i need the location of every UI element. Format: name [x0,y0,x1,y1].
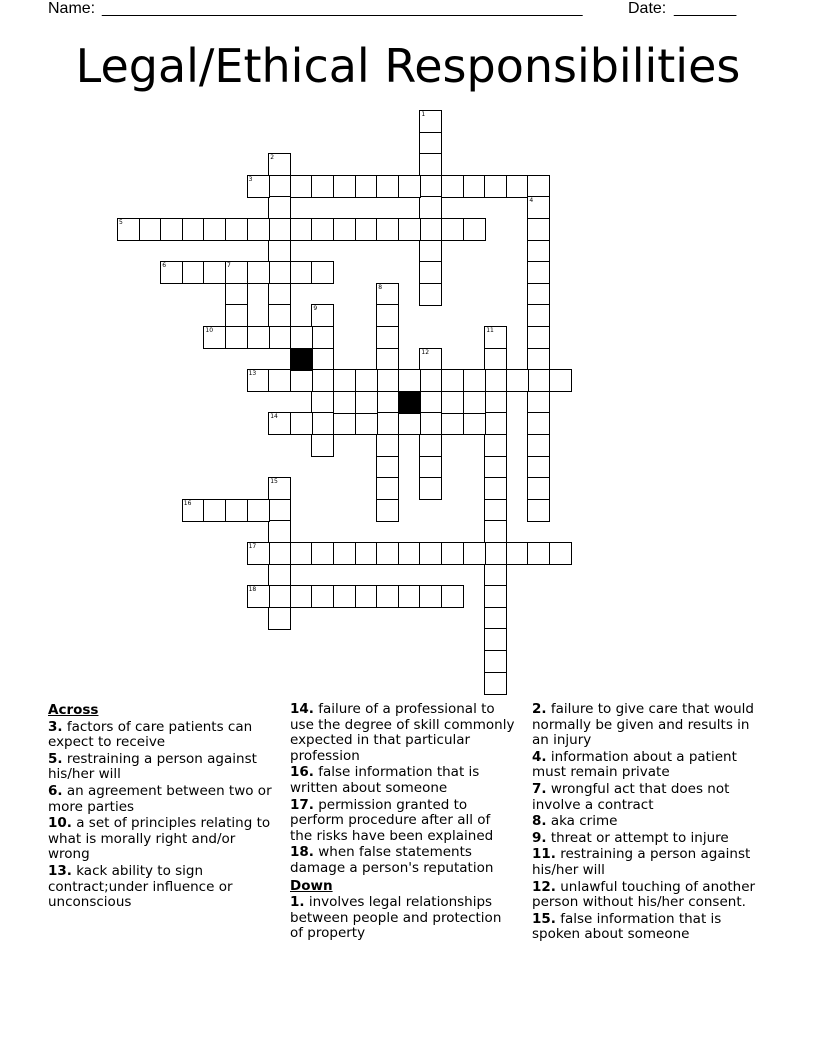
grid-cell[interactable] [527,326,550,349]
grid-cell[interactable] [182,499,205,522]
clue-item [532,782,758,813]
grid-cell[interactable] [376,542,399,565]
date-label: Date: [628,0,667,17]
clue-number: 9 [313,305,318,313]
name-field[interactable]: ______________________________________________________ [102,0,583,17]
grid-cell[interactable] [419,218,442,241]
grid-cell[interactable] [376,585,399,608]
grid-cell[interactable] [441,218,464,241]
grid-cell[interactable] [268,607,291,630]
clue-item-number: 16. [290,764,314,781]
grid-cell[interactable] [527,196,550,219]
grid-cell[interactable] [441,175,464,198]
black-cell [398,391,421,414]
clue-item-text: factors of care patients can expect to receive [48,718,253,751]
grid-cell[interactable] [484,412,507,435]
clue-item [48,752,274,783]
grid-cell[interactable] [463,542,486,565]
grid-cell[interactable] [527,477,550,500]
grid-cell[interactable] [290,175,313,198]
clue-item [48,816,274,863]
grid-cell[interactable] [355,542,378,565]
grid-cell[interactable] [203,218,226,241]
grid-cell[interactable] [419,369,442,392]
grid-cell[interactable] [290,261,313,284]
clue-item [532,847,758,878]
clue-item [290,895,516,942]
clue-item-number: 12. [532,878,556,895]
clue-item [48,864,274,911]
grid-cell[interactable] [376,477,399,500]
black-cell [290,348,313,371]
grid-cell[interactable] [376,369,399,392]
grid-cell[interactable] [225,283,248,306]
grid-cell[interactable] [419,542,442,565]
clue-item [532,750,758,781]
clue-column-3 [532,701,758,943]
clue-item-number: 10. [48,815,72,832]
grid-cell[interactable] [419,477,442,500]
grid-cell[interactable] [247,218,270,241]
clue-item [290,765,516,796]
clue-item-number: 7. [532,780,547,797]
grid-cell[interactable] [419,153,442,176]
clue-number: 4 [529,197,534,205]
grid-cell[interactable] [247,261,270,284]
grid-cell[interactable] [527,175,550,198]
grid-cell[interactable] [527,499,550,522]
grid-cell[interactable] [268,240,291,263]
grid-cell[interactable] [419,240,442,263]
grid-cell[interactable] [160,218,183,241]
grid-cell[interactable] [527,240,550,263]
grid-cell[interactable] [268,564,291,587]
grid-cell[interactable] [290,326,313,349]
grid-cell[interactable] [376,348,399,371]
clue-number: 8 [378,283,383,291]
grid-cell[interactable] [247,326,270,349]
clue-item [290,798,516,845]
grid-cell[interactable] [419,261,442,284]
date-field[interactable]: _______ [674,0,737,17]
grid-cell[interactable] [311,218,334,241]
grid-cell[interactable] [527,542,550,565]
grid-cell[interactable] [398,585,421,608]
clue-item-text: unlawful touching of another person without his/her consent. [532,878,756,911]
clue-item [532,814,758,830]
grid-cell[interactable] [484,391,507,414]
grid-cell[interactable] [333,369,356,392]
clue-number: 5 [119,219,123,226]
grid-cell[interactable] [182,218,205,241]
grid-cell[interactable] [527,412,550,435]
grid-cell[interactable] [527,391,550,414]
grid-cell[interactable] [182,261,205,284]
grid-cell[interactable] [290,585,313,608]
grid-cell[interactable] [527,434,550,457]
grid-cell[interactable] [484,348,507,371]
clue-number: 14 [270,413,278,421]
grid-cell[interactable] [333,218,356,241]
grid-cell[interactable] [225,326,248,349]
grid-cell[interactable] [268,520,291,543]
clue-number: 12 [421,348,430,356]
grid-cell[interactable] [398,369,421,392]
grid-cell[interactable] [441,391,464,414]
grid-cell[interactable] [441,585,464,608]
grid-cell[interactable] [484,520,507,543]
grid-cell[interactable] [290,542,313,565]
clue-item-number: 2. [532,701,547,717]
clue-column-1 [48,701,274,911]
grid-cell[interactable] [419,175,442,198]
grid-cell[interactable] [419,196,442,219]
clue-item-text: failure to give care that would normally be given and results in an injury [532,701,754,749]
grid-cell[interactable] [311,348,334,371]
grid-cell[interactable] [225,261,248,284]
grid-cell[interactable] [441,412,464,435]
grid-cell[interactable] [268,283,291,306]
grid-cell[interactable] [463,218,486,241]
grid-cell[interactable] [355,369,378,392]
grid-cell[interactable] [247,542,270,565]
grid-cell[interactable] [441,542,464,565]
grid-cell[interactable] [376,326,399,349]
grid-cell[interactable] [333,542,356,565]
grid-cell[interactable] [376,434,399,457]
grid-cell[interactable] [225,304,248,327]
clue-item-text: involves legal relationships between people and protection of property [290,894,502,942]
clue-number: 7 [227,262,231,270]
grid-cell[interactable] [484,326,507,349]
clue-number: 2 [270,154,275,162]
clue-item-number: 1. [290,894,305,911]
grid-cell[interactable] [268,369,291,392]
grid-cell[interactable] [376,218,399,241]
clue-item-number: 13. [48,862,72,879]
grid-cell[interactable] [484,650,507,673]
clue-item [290,702,516,764]
grid-cell[interactable] [247,585,270,608]
grid-cell[interactable] [268,196,291,219]
grid-cell[interactable] [225,499,248,522]
grid-cell[interactable] [419,456,442,479]
grid-cell[interactable] [311,326,334,349]
grid-cell[interactable] [484,434,507,457]
grid-cell[interactable] [203,326,226,349]
clue-item-number: 14. [290,701,314,717]
grid-cell[interactable] [506,175,529,198]
clue-item-number: 18. [290,844,314,861]
clue-item-number: 11. [532,846,556,863]
grid-cell[interactable] [484,542,507,565]
clue-item-text: restraining a person against his/her will [532,846,751,878]
grid-cell[interactable] [484,585,507,608]
clue-item-text: false information that is spoken about someone [532,910,722,943]
grid-cell[interactable] [355,218,378,241]
grid-cell[interactable] [419,283,442,306]
grid-cell[interactable] [290,218,313,241]
clue-item-text: a set of principles relating to what is morally right and/or wrong [48,815,271,863]
grid-cell[interactable] [419,391,442,414]
grid-cell[interactable] [376,412,399,435]
clue-item-text: kack ability to sign contract;under influence or unconscious [48,862,233,911]
clue-number: 10 [205,327,214,334]
grid-cell[interactable] [311,391,334,414]
clue-number: 15 [270,478,278,486]
section-heading-down: Down [290,877,333,894]
grid-cell[interactable] [311,175,334,198]
grid-cell[interactable] [376,283,399,306]
clue-number: 3 [248,175,253,183]
grid-cell[interactable] [268,304,291,327]
grid-cell[interactable] [419,110,442,133]
grid-cell[interactable] [333,412,356,435]
grid-cell[interactable] [463,175,486,198]
clue-item-number: 17. [290,796,314,813]
grid-cell[interactable] [484,499,507,522]
grid-cell[interactable] [268,477,291,500]
grid-cell[interactable] [247,499,270,522]
clue-number: 13 [248,370,257,378]
grid-cell[interactable] [376,175,399,198]
grid-cell[interactable] [117,218,140,241]
clue-item-number: 3. [48,718,63,735]
clue-number: 11 [486,327,494,334]
clue-item-text: when false statements damage a person's reputation [290,844,494,876]
clue-item-text: wrongful act that does not involve a contract [532,780,730,813]
clue-item-number: 8. [532,813,547,830]
grid-cell[interactable] [268,412,291,435]
clue-item-number: 9. [532,829,547,846]
grid-cell[interactable] [506,369,529,392]
grid-cell[interactable] [203,499,226,522]
clue-item [532,880,758,911]
grid-cell[interactable] [398,175,421,198]
grid-cell[interactable] [463,412,486,435]
grid-cell[interactable] [527,369,550,392]
grid-cell[interactable] [419,348,442,371]
grid-cell[interactable] [441,369,464,392]
grid-cell[interactable] [311,369,334,392]
grid-cell[interactable] [484,369,507,392]
grid-cell[interactable] [333,585,356,608]
clue-item-text: an agreement between two or more parties [48,782,272,815]
grid-cell[interactable] [527,261,550,284]
grid-cell[interactable] [419,412,442,435]
grid-cell[interactable] [376,391,399,414]
grid-cell[interactable] [484,564,507,587]
grid-cell[interactable] [355,412,378,435]
grid-cell[interactable] [139,218,162,241]
grid-cell[interactable] [419,132,442,155]
clue-item [532,702,758,749]
grid-cell[interactable] [376,304,399,327]
grid-cell[interactable] [484,628,507,651]
grid-cell[interactable] [527,348,550,371]
grid-cell[interactable] [527,456,550,479]
clue-item-number: 5. [48,750,63,767]
grid-cell[interactable] [484,672,507,695]
grid-cell[interactable] [160,261,183,284]
grid-cell[interactable] [398,412,421,435]
grid-cell[interactable] [419,585,442,608]
grid-cell[interactable] [549,542,572,565]
grid-cell[interactable] [268,261,291,284]
section-heading-across: Across [48,702,99,718]
grid-cell[interactable] [268,153,291,176]
grid-cell[interactable] [376,456,399,479]
clue-number: 16 [183,499,192,507]
grid-cell[interactable] [333,391,356,414]
grid-cell[interactable] [355,585,378,608]
grid-cell[interactable] [268,218,291,241]
clue-item-number: 4. [532,748,547,765]
grid-cell[interactable] [355,175,378,198]
clue-item [48,784,274,815]
clue-item-text: restraining a person against his/her will [48,750,257,783]
grid-cell[interactable] [527,304,550,327]
clue-item-text: threat or attempt to injure [550,829,729,846]
clue-item [532,912,758,943]
grid-cell[interactable] [268,542,291,565]
grid-cell[interactable] [484,175,507,198]
grid-cell[interactable] [484,456,507,479]
clue-item-text: failure of a professional to use the degree of skill commonly expected in that particular profession [290,701,515,764]
clue-item-number: 6. [48,782,63,799]
clue-number: 17 [248,543,257,550]
grid-cell[interactable] [247,369,270,392]
grid-cell[interactable] [268,585,291,608]
grid-cell[interactable] [290,412,313,435]
grid-cell[interactable] [247,175,270,198]
grid-cell[interactable] [527,218,550,241]
clue-column-2 [290,701,516,942]
grid-cell[interactable] [290,369,313,392]
clue-number: 1 [421,111,426,118]
clue-item [48,720,274,751]
grid-cell[interactable] [376,499,399,522]
grid-cell[interactable] [484,607,507,630]
clue-item-text: permission granted to perform procedure after all of the risks have been explained [290,796,494,844]
grid-cell[interactable] [527,283,550,306]
grid-cell[interactable] [463,391,486,414]
grid-cell[interactable] [355,391,378,414]
clue-number: 6 [162,262,167,270]
grid-cell[interactable] [268,499,291,522]
grid-cell[interactable] [484,477,507,500]
name-label: Name: [48,0,96,17]
clue-number: 18 [248,586,257,594]
clue-item [532,831,758,847]
grid-cell[interactable] [268,326,291,349]
grid-cell[interactable] [203,261,226,284]
page-title: Legal/Ethical Responsibilities [75,39,741,93]
grid-cell[interactable] [311,412,334,435]
grid-cell[interactable] [398,218,421,241]
clue-item-number: 15. [532,910,556,927]
grid-cell[interactable] [268,175,291,198]
grid-cell[interactable] [311,304,334,327]
clue-item-text: aka crime [550,813,618,830]
grid-cell[interactable] [549,369,572,392]
clue-item-text: information about a patient must remain private [532,748,737,781]
clue-item [290,845,516,876]
grid-cell[interactable] [398,542,421,565]
grid-cell[interactable] [311,585,334,608]
grid-cell[interactable] [311,542,334,565]
grid-cell[interactable] [311,261,334,284]
grid-cell[interactable] [419,434,442,457]
grid-cell[interactable] [463,369,486,392]
grid-cell[interactable] [225,218,248,241]
clue-item-text: false information that is written about someone [290,764,480,796]
grid-cell[interactable] [311,434,334,457]
grid-cell[interactable] [333,175,356,198]
grid-cell[interactable] [506,542,529,565]
